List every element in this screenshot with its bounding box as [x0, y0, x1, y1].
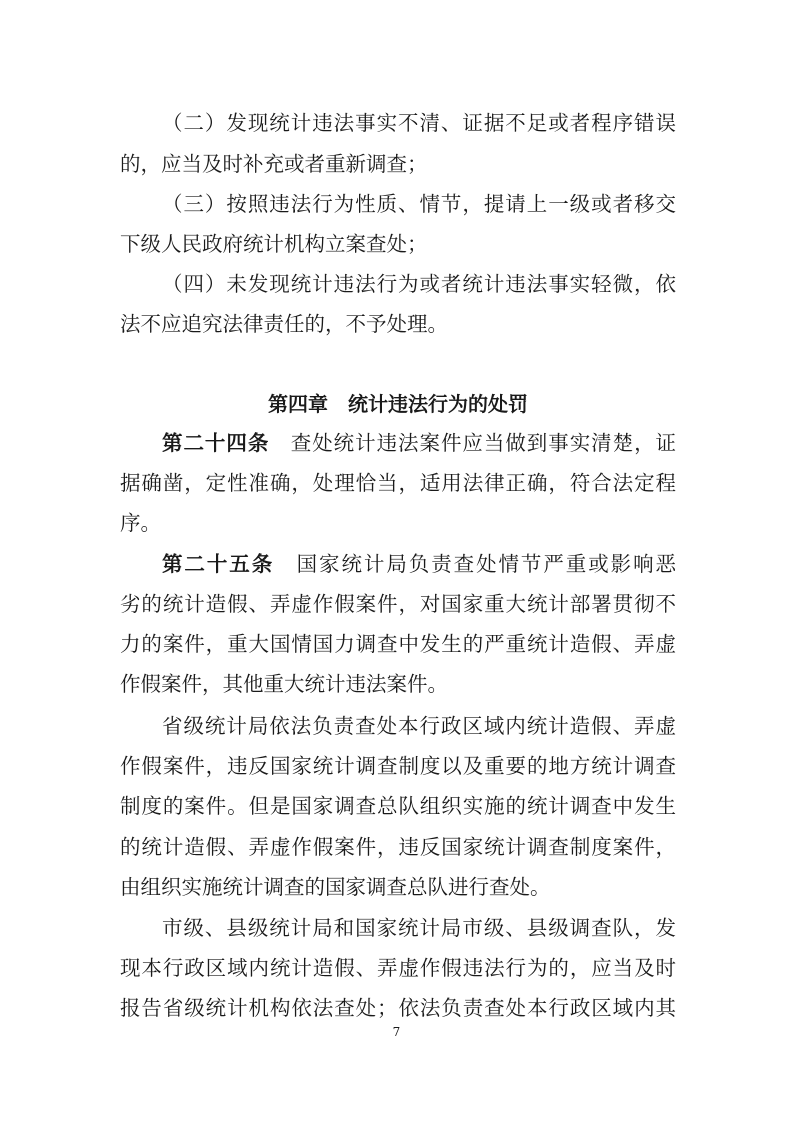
paragraph-line: 序。 [120, 511, 161, 535]
paragraph-line: 劣的统计造假、弄虚作假案件，对国家重大统计部署贯彻不 [120, 592, 676, 616]
page-number: 7 [392, 1025, 401, 1039]
paragraph-line: 国家统计局负责查处情节严重或影响恶 [296, 552, 677, 576]
paragraph-line: 现本行政区域内统计造假、弄虚作假违法行为的，应当及时 [120, 956, 676, 980]
paragraph-line: 作假案件，其他重大统计违法案件。 [120, 672, 448, 696]
paragraph-line: 法不应追究法律责任的，不予处理。 [120, 312, 448, 336]
article-25-first-line [162, 544, 676, 584]
paragraph-line: 下级人民政府统计机构立案查处； [120, 232, 428, 256]
paragraph-line: 查处统计违法案件应当做到事实清楚，证 [290, 431, 677, 455]
chapter-heading: 第四章 统计违法行为的处罚 [268, 392, 528, 416]
paragraph-line: 由组织实施统计调查的国家调查总队进行查处。 [120, 875, 551, 899]
article-24-first-line [162, 423, 676, 463]
paragraph-line: 的统计造假、弄虚作假案件，违反国家统计调查制度案件， [120, 835, 676, 859]
article-24-title: 第二十四条 [162, 431, 270, 455]
paragraph-line: 省级统计局依法负责查处本行政区域内统计造假、弄虚 [162, 714, 676, 738]
paragraph-line: （二）发现统计违法事实不清、证据不足或者程序错误 [162, 111, 676, 135]
paragraph-line: （四）未发现统计违法行为或者统计违法事实轻微，依 [162, 272, 676, 296]
paragraph-line: 据确凿，定性准确，处理恰当，适用法律正确，符合法定程 [120, 471, 676, 495]
paragraph-line: （三）按照违法行为性质、情节，提请上一级或者移交 [162, 192, 676, 216]
paragraph-line: 的，应当及时补充或者重新调查； [120, 152, 428, 176]
paragraph-line: 作假案件，违反国家统计调查制度以及重要的地方统计调查 [120, 754, 676, 778]
paragraph-line: 市级、县级统计局和国家统计局市级、县级调查队，发 [162, 916, 676, 940]
paragraph-line: 制度的案件。但是国家调查总队组织实施的统计调查中发生 [120, 794, 676, 818]
paragraph-line: 力的案件，重大国情国力调查中发生的严重统计造假、弄虚 [120, 632, 676, 656]
article-25-title: 第二十五条 [162, 552, 275, 576]
paragraph-line: 报告省级统计机构依法查处；依法负责查处本行政区域内其 [120, 996, 676, 1020]
